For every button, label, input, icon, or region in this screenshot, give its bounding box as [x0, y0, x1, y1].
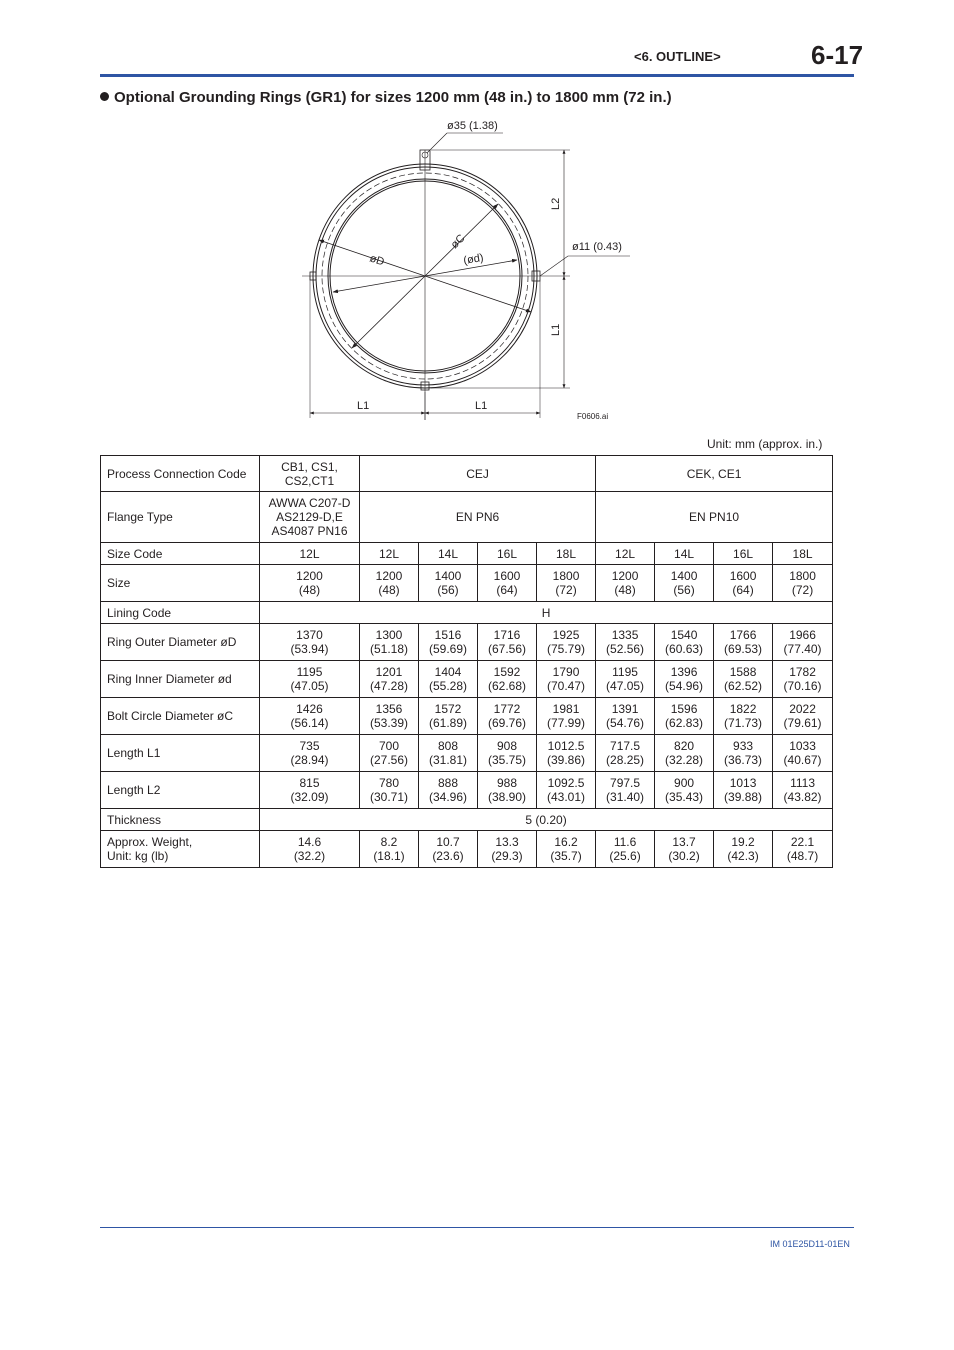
grounding-ring-spec-table	[100, 455, 833, 868]
od-label: øD	[368, 252, 386, 269]
table-cell: 10.7 (23.6)	[419, 831, 478, 868]
table-cell: 1396 (54.96)	[655, 661, 714, 698]
footer-divider	[100, 1227, 854, 1228]
table-cell: 717.5 (28.25)	[596, 735, 655, 772]
table-cell: EN PN6	[360, 492, 596, 543]
hole-right-label: ø11 (0.43)	[572, 241, 622, 253]
table-cell: 1404 (55.28)	[419, 661, 478, 698]
table-cell: 735 (28.94)	[260, 735, 360, 772]
table-cell: 18L	[773, 543, 833, 565]
figure-id: F0606.ai	[577, 412, 609, 421]
table-cell: 1400 (56)	[655, 565, 714, 602]
table-cell: 16L	[478, 543, 537, 565]
table-row	[101, 661, 833, 698]
row-label: Length L1	[101, 735, 260, 772]
table-cell: 1391 (54.76)	[596, 698, 655, 735]
table-cell: 1113 (43.82)	[773, 772, 833, 809]
row-label: Process Connection Code	[101, 456, 260, 492]
hole-top-label: ø35 (1.38)	[447, 120, 498, 132]
table-cell: 1772 (69.76)	[478, 698, 537, 735]
table-cell: 12L	[596, 543, 655, 565]
table-row	[101, 543, 833, 565]
table-cell: 1600 (64)	[714, 565, 773, 602]
table-cell: 13.3 (29.3)	[478, 831, 537, 868]
table-cell: 1335 (52.56)	[596, 624, 655, 661]
row-label: Flange Type	[101, 492, 260, 543]
table-cell: 815 (32.09)	[260, 772, 360, 809]
table-cell: 1400 (56)	[419, 565, 478, 602]
table-cell: 1092.5 (43.01)	[537, 772, 596, 809]
table-cell: 1981 (77.99)	[537, 698, 596, 735]
table-cell: 1572 (61.89)	[419, 698, 478, 735]
table-cell: 19.2 (42.3)	[714, 831, 773, 868]
table-cell: EN PN10	[596, 492, 833, 543]
table-cell: 5 (0.20)	[260, 809, 833, 831]
heading-text: Optional Grounding Rings (GR1) for sizes 1200 mm (48 in.) to 1800 mm (72 in.)	[114, 89, 672, 106]
table-cell: 14.6 (32.2)	[260, 831, 360, 868]
table-cell: 1370 (53.94)	[260, 624, 360, 661]
table-cell: CB1, CS1, CS2,CT1	[260, 456, 360, 492]
row-label: Ring Inner Diameter ød	[101, 661, 260, 698]
table-cell: 14L	[655, 543, 714, 565]
section-title: <6. OUTLINE>	[634, 49, 721, 64]
table-cell: 1426 (56.14)	[260, 698, 360, 735]
table-cell: 11.6 (25.6)	[596, 831, 655, 868]
unit-note: Unit: mm (approx. in.)	[707, 437, 823, 451]
table-cell: 1592 (62.68)	[478, 661, 537, 698]
table-cell: 1800 (72)	[773, 565, 833, 602]
table-cell: 1516 (59.69)	[419, 624, 478, 661]
table-cell: 1540 (60.63)	[655, 624, 714, 661]
table-row	[101, 456, 833, 492]
table-cell: 820 (32.28)	[655, 735, 714, 772]
table-cell: 1766 (69.53)	[714, 624, 773, 661]
page-number: 6-17	[811, 40, 864, 70]
row-label: Thickness	[101, 809, 260, 831]
table-row	[101, 698, 833, 735]
table-cell: 808 (31.81)	[419, 735, 478, 772]
id-label: (ød)	[462, 251, 485, 267]
row-label: Length L2	[101, 772, 260, 809]
table-cell: 13.7 (30.2)	[655, 831, 714, 868]
table-row	[101, 602, 833, 624]
table-cell: 1588 (62.52)	[714, 661, 773, 698]
table-cell: 1600 (64)	[478, 565, 537, 602]
table-cell: 12L	[260, 543, 360, 565]
table-cell: 1195 (47.05)	[596, 661, 655, 698]
table-cell: 22.1 (48.7)	[773, 831, 833, 868]
document-number: IM 01E25D11-01EN	[770, 1239, 850, 1249]
table-row	[101, 565, 833, 602]
oc-label: øC	[448, 232, 468, 252]
table-cell: 1356 (53.39)	[360, 698, 419, 735]
table-cell: 1782 (70.16)	[773, 661, 833, 698]
table-cell: 1200 (48)	[596, 565, 655, 602]
row-label: Lining Code	[101, 602, 260, 624]
row-label: Ring Outer Diameter øD	[101, 624, 260, 661]
table-cell: AWWA C207-D AS2129-D,E AS4087 PN16	[260, 492, 360, 543]
table-cell: CEK, CE1	[596, 456, 833, 492]
table-row	[101, 831, 833, 868]
table-row	[101, 772, 833, 809]
table-cell: 888 (34.96)	[419, 772, 478, 809]
table-cell: 16L	[714, 543, 773, 565]
table-cell: 988 (38.90)	[478, 772, 537, 809]
table-cell: 8.2 (18.1)	[360, 831, 419, 868]
table-cell: 1822 (71.73)	[714, 698, 773, 735]
table-cell: 2022 (79.61)	[773, 698, 833, 735]
table-row	[101, 735, 833, 772]
table-cell: 1800 (72)	[537, 565, 596, 602]
od-arrow-opposite	[425, 276, 531, 312]
table-cell: 1966 (77.40)	[773, 624, 833, 661]
table-cell: 780 (30.71)	[360, 772, 419, 809]
row-label: Bolt Circle Diameter øC	[101, 698, 260, 735]
table-cell: 1013 (39.88)	[714, 772, 773, 809]
table-cell: 1716 (67.56)	[478, 624, 537, 661]
table-cell: 1033 (40.67)	[773, 735, 833, 772]
table-cell: 908 (35.75)	[478, 735, 537, 772]
table-cell: 1201 (47.28)	[360, 661, 419, 698]
table-cell: 1790 (70.47)	[537, 661, 596, 698]
table-cell: 12L	[360, 543, 419, 565]
table-cell: 1012.5 (39.86)	[537, 735, 596, 772]
table-cell: 1200 (48)	[360, 565, 419, 602]
table-cell: H	[260, 602, 833, 624]
l1-right-label: L1	[475, 400, 488, 412]
row-label: Size Code	[101, 543, 260, 565]
table-row	[101, 624, 833, 661]
table-row	[101, 809, 833, 831]
l1-vertical-label: L1	[550, 323, 562, 336]
l2-label: L2	[550, 197, 562, 210]
table-cell: 900 (35.43)	[655, 772, 714, 809]
table-cell: 797.5 (31.40)	[596, 772, 655, 809]
table-cell: 1596 (62.83)	[655, 698, 714, 735]
table-cell: 1300 (51.18)	[360, 624, 419, 661]
table-cell: 1195 (47.05)	[260, 661, 360, 698]
table-cell: 1200 (48)	[260, 565, 360, 602]
row-label: Approx. Weight, Unit: kg (lb)	[101, 831, 260, 868]
table-cell: 18L	[537, 543, 596, 565]
l1-left-label: L1	[357, 400, 370, 412]
table-cell: 933 (36.73)	[714, 735, 773, 772]
table-cell: 14L	[419, 543, 478, 565]
table-cell: CEJ	[360, 456, 596, 492]
table-row	[101, 492, 833, 543]
table-cell: 700 (27.56)	[360, 735, 419, 772]
table-cell: 16.2 (35.7)	[537, 831, 596, 868]
table-cell: 1925 (75.79)	[537, 624, 596, 661]
row-label: Size	[101, 565, 260, 602]
grounding-ring-drawing	[0, 0, 954, 440]
